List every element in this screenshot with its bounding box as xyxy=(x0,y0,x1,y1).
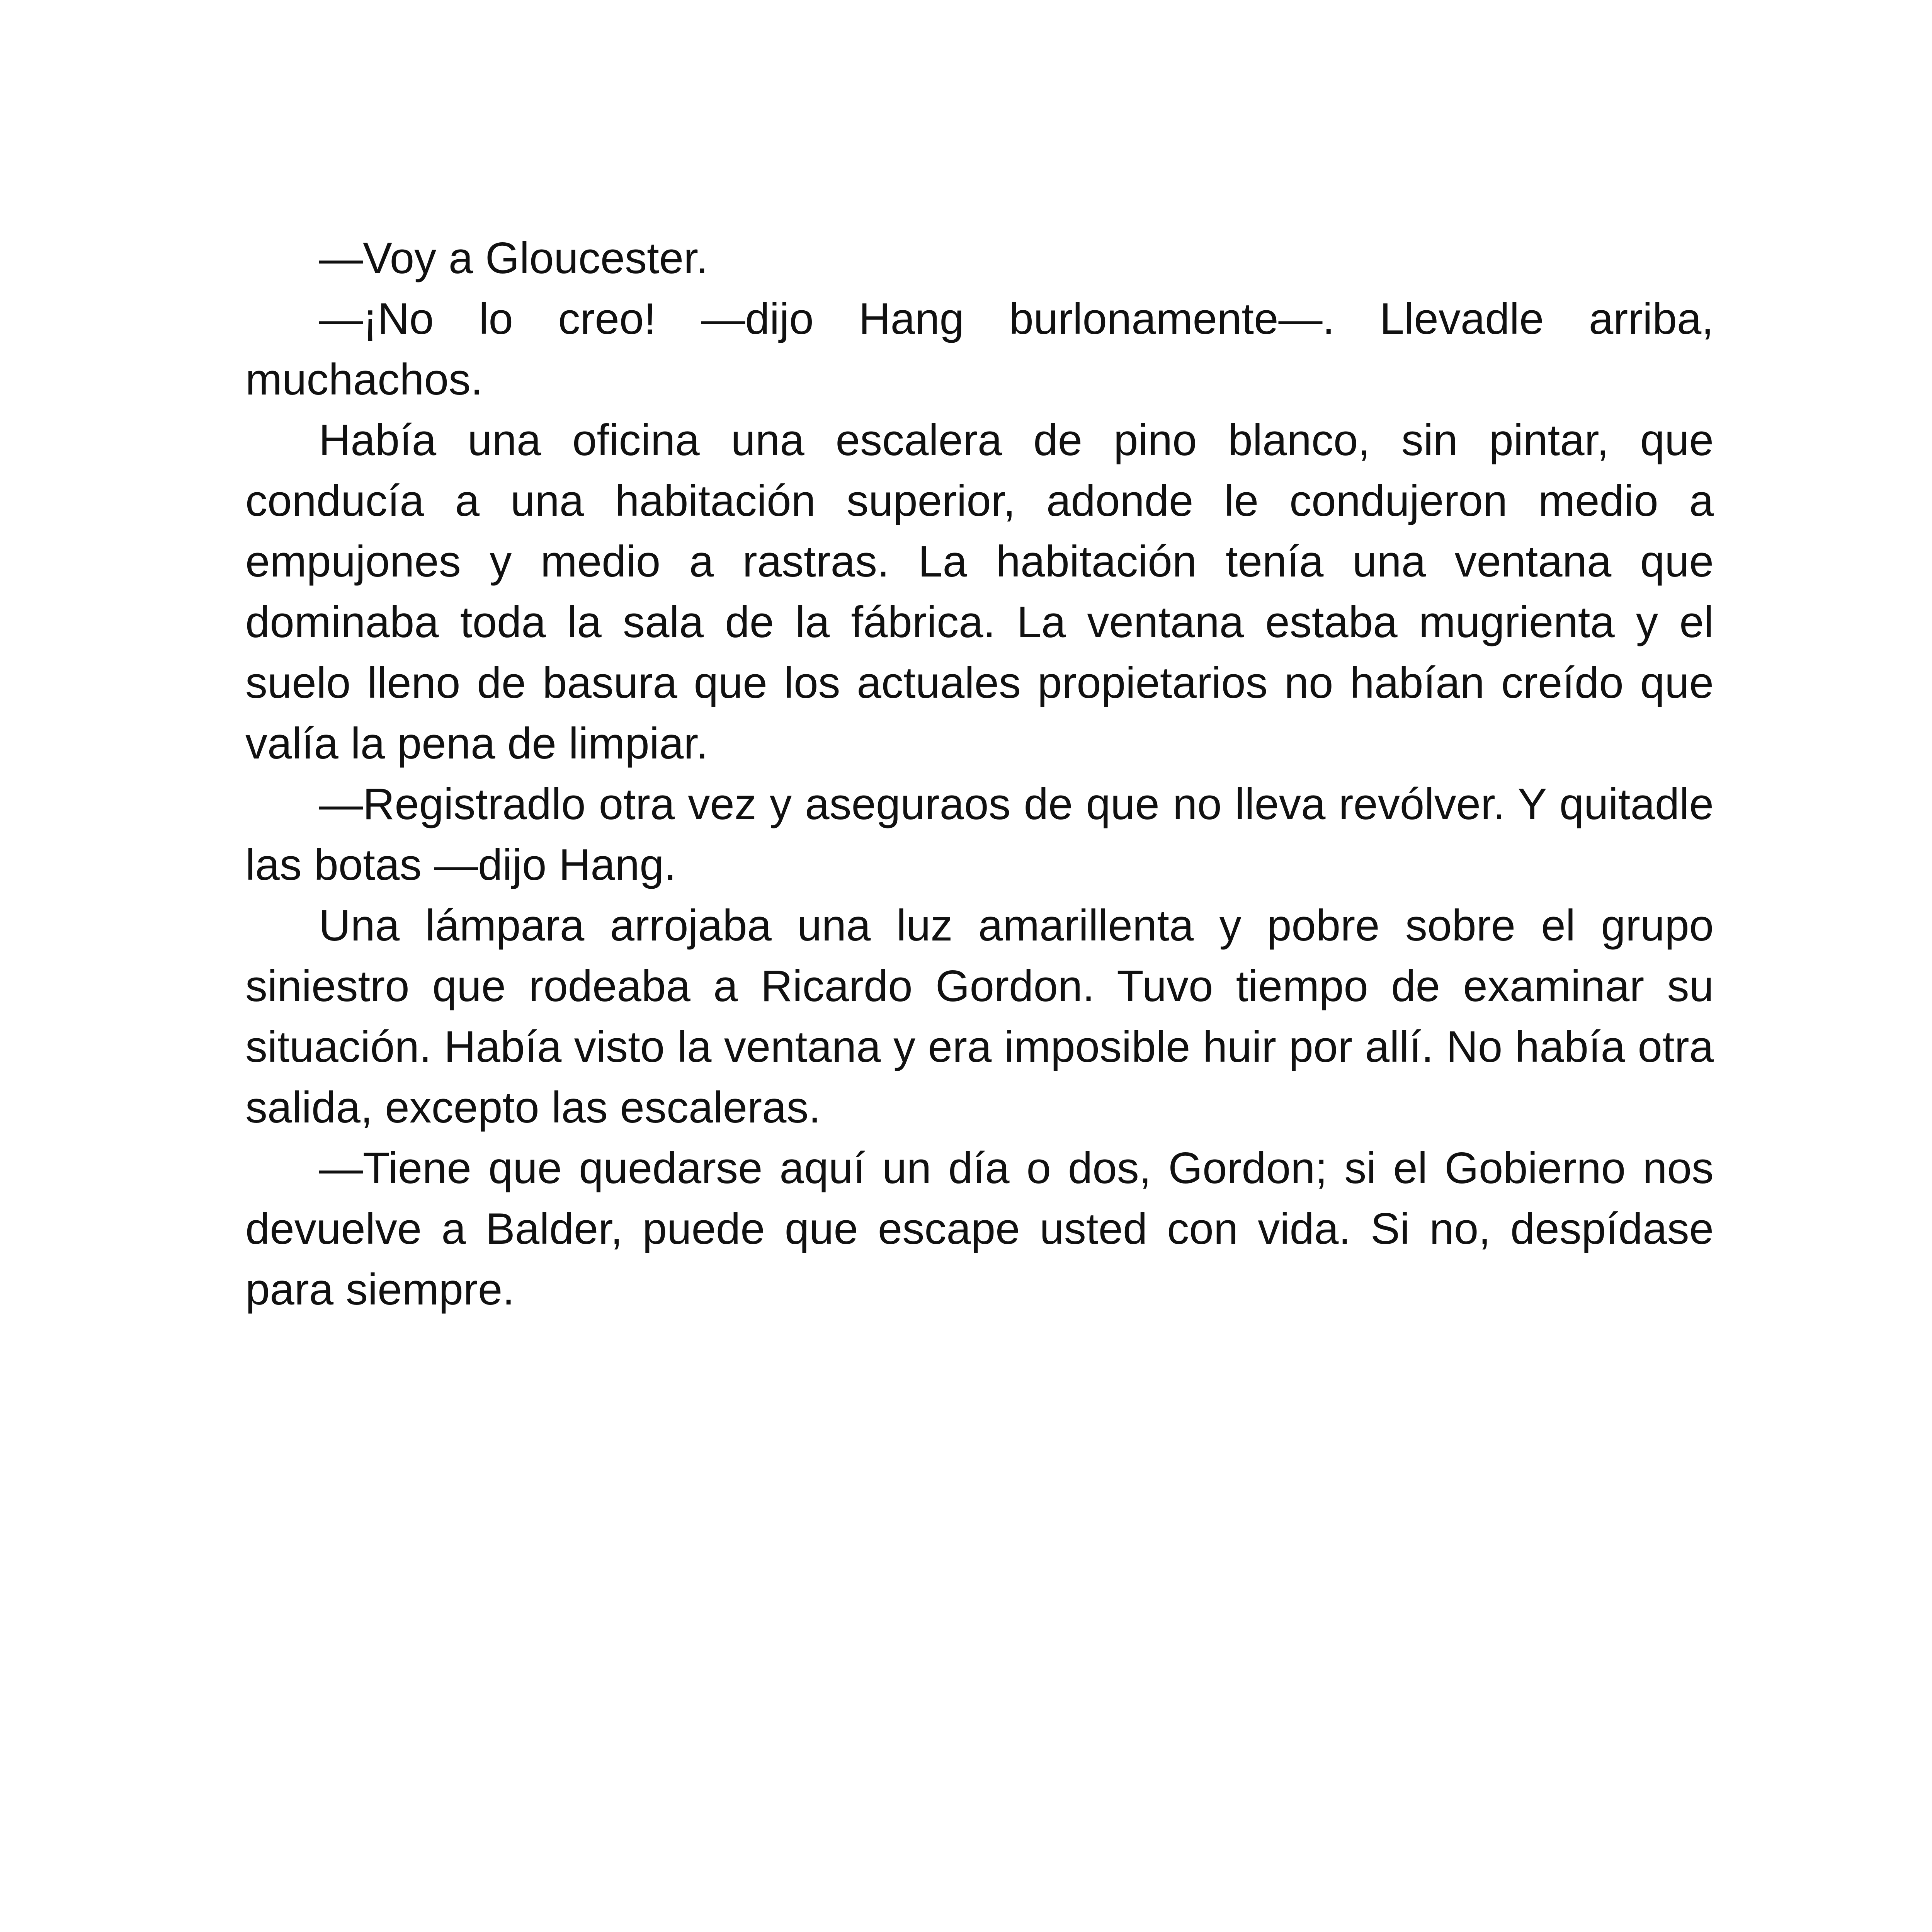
paragraph-2: —¡No lo creo! —dijo Hang burlonamente—. Llevadle arriba, muchachos. xyxy=(245,294,1714,404)
paragraph-1: —Voy a Gloucester. xyxy=(319,234,708,283)
paragraph-6: —Tiene que quedarse aquí un día o dos, Gordon; si el Gobierno nos devuelve a Balder, puede que escape usted con vida. Si no, despídase para siempre. xyxy=(245,1144,1714,1314)
paragraph-4: —Registradlo otra vez y aseguraos de que no lleva revólver. Y quitadle las botas —dijo Hang. xyxy=(245,780,1714,889)
paragraph-3: Había una oficina una escalera de pino blanco, sin pintar, que conducía a una habitación superior, adonde le condujeron medio a empujones y medio a rastras. La habitación tenía una ventana que dominaba toda la sala de la fábrica. La ventana estaba mugrienta y el suelo lleno de basura que los actuales propietarios no habían creído que valía la pena de limpiar. xyxy=(245,416,1714,768)
body-text xyxy=(245,228,1714,1320)
paragraph-5: Una lámpara arrojaba una luz amarillenta y pobre sobre el grupo siniestro que rodeaba a Ricardo Gordon. Tuvo tiempo de examinar su situación. Había visto la ventana y era imposible huir por allí. No había otra salida, excepto las escaleras. xyxy=(245,901,1714,1132)
